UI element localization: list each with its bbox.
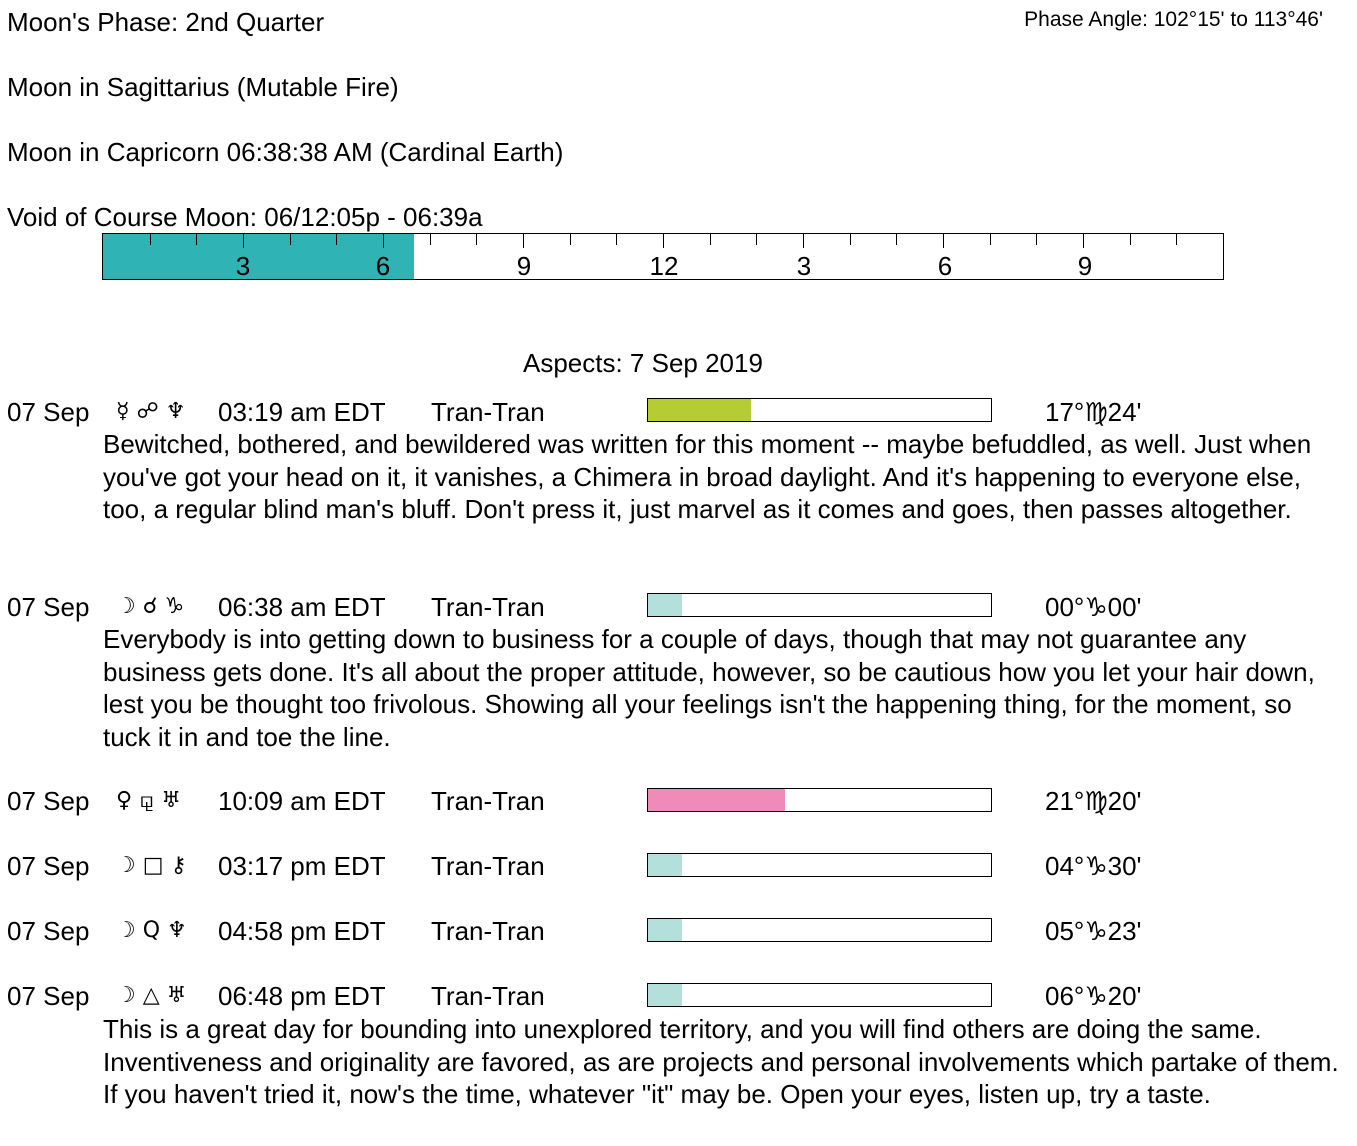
hour-label: 3 <box>235 251 251 281</box>
timeline-tick <box>663 234 664 248</box>
void-of-course-timeline <box>102 233 1224 280</box>
timeline-tick <box>990 234 991 245</box>
aspect-glyphs: ☽ ☌ ♑ <box>116 594 185 619</box>
timeline-tick <box>943 234 944 248</box>
timeline-tick <box>523 234 524 248</box>
aspect-time: 10:09 am EDT <box>218 786 386 816</box>
phase-angle: Phase Angle: 102°15' to 113°46' <box>1024 8 1323 31</box>
strength-bar-fill <box>648 399 751 421</box>
strength-bar <box>647 788 992 812</box>
timeline-tick <box>383 234 384 248</box>
timeline-tick <box>710 234 711 245</box>
strength-bar <box>647 853 992 877</box>
strength-bar <box>647 983 992 1007</box>
strength-bar-fill <box>648 984 682 1006</box>
moon-sign: Moon in Sagittarius (Mutable Fire) <box>7 72 399 102</box>
timeline-tick <box>243 234 244 248</box>
aspect-description <box>103 623 1343 753</box>
aspect-time: 06:48 pm EDT <box>218 981 386 1011</box>
timeline-tick <box>430 234 431 245</box>
aspect-position: 06°♑20' <box>1045 981 1142 1011</box>
strength-bar-fill <box>648 919 682 941</box>
aspect-date: 07 Sep <box>7 916 90 946</box>
aspect-position: 04°♑30' <box>1045 851 1142 881</box>
strength-bar <box>647 593 992 617</box>
aspect-glyphs: ☽ Q ♆ <box>116 918 187 943</box>
timeline-tick <box>476 234 477 245</box>
strength-bar-fill <box>648 789 785 811</box>
hour-label: 6 <box>937 251 953 281</box>
strength-bar <box>647 918 992 942</box>
aspect-time: 03:19 am EDT <box>218 397 386 427</box>
aspect-time: 06:38 am EDT <box>218 592 386 622</box>
aspect-description <box>103 1013 1343 1111</box>
hour-label: 9 <box>1077 251 1093 281</box>
moon-ingress: Moon in Capricorn 06:38:38 AM (Cardinal Earth) <box>7 137 564 167</box>
timeline-tick <box>1036 234 1037 245</box>
aspect-type: Tran-Tran <box>431 851 545 881</box>
timeline-tick <box>1176 234 1177 245</box>
aspect-date: 07 Sep <box>7 786 90 816</box>
aspect-time: 04:58 pm EDT <box>218 916 386 946</box>
aspect-type: Tran-Tran <box>431 981 545 1011</box>
aspect-description-text: Bewitched, bothered, and bewildered was written for this moment -- maybe befuddled, as well. Just when you've got your head on it, it vanishes, a Chimera in broad daylight. And it's happening to everyone else, too, a regular blind man's bluff. Don't press it, just marvel as it comes and goes, then passes altogether. <box>103 429 1312 524</box>
timeline-tick <box>570 234 571 245</box>
aspect-type: Tran-Tran <box>431 916 545 946</box>
aspects-title: Aspects: 7 Sep 2019 <box>523 348 763 378</box>
aspect-description <box>103 428 1343 526</box>
hour-label: 3 <box>796 251 812 281</box>
aspect-type: Tran-Tran <box>431 592 545 622</box>
aspect-glyphs: ♀ ⚼ ♅ <box>116 788 182 813</box>
timeline-tick <box>803 234 804 248</box>
aspect-time: 03:17 pm EDT <box>218 851 386 881</box>
timeline-tick <box>196 234 197 245</box>
aspect-glyphs: ☿ ☍ ♆ <box>116 399 186 424</box>
aspect-description-text: This is a great day for bounding into unexplored territory, and you will find others are doing the same. Inventiveness and originality are favored, as are projects and personal involvements which partake of them. If you haven't tried it, now's the time, whatever "it" may be. Open your eyes, listen up, try a taste. <box>103 1014 1339 1109</box>
hour-label: 9 <box>516 251 532 281</box>
aspect-date: 07 Sep <box>7 981 90 1011</box>
timeline-tick <box>896 234 897 245</box>
strength-bar-fill <box>648 854 682 876</box>
aspect-description-text: Everybody is into getting down to business for a couple of days, though that may not guarantee any business gets done. It's all about the proper attitude, however, so be cautious how you let your hair down, lest you be thought too frivolous. Showing all your feelings isn't the happening thing, for the moment, so tuck it in and toe the line. <box>103 624 1315 752</box>
strength-bar-fill <box>648 594 682 616</box>
aspect-glyphs: ☽ △ ♅ <box>116 983 187 1008</box>
timeline-tick <box>756 234 757 245</box>
timeline-tick <box>850 234 851 245</box>
void-of-course: Void of Course Moon: 06/12:05p - 06:39a <box>7 202 483 232</box>
hour-label: 6 <box>375 251 391 281</box>
strength-bar <box>647 398 992 422</box>
hour-label: 12 <box>649 251 679 281</box>
aspect-date: 07 Sep <box>7 851 90 881</box>
timeline-tick <box>1083 234 1084 248</box>
timeline-tick <box>616 234 617 245</box>
timeline-tick <box>1130 234 1131 245</box>
timeline-tick <box>290 234 291 245</box>
aspect-type: Tran-Tran <box>431 397 545 427</box>
moon-phase: Moon's Phase: 2nd Quarter <box>7 7 325 37</box>
timeline-tick <box>150 234 151 245</box>
aspect-position: 21°♍20' <box>1045 786 1142 816</box>
aspect-type: Tran-Tran <box>431 786 545 816</box>
aspect-position: 00°♑00' <box>1045 592 1142 622</box>
timeline-tick <box>336 234 337 245</box>
aspect-position: 05°♑23' <box>1045 916 1142 946</box>
aspect-position: 17°♍24' <box>1045 397 1142 427</box>
aspect-date: 07 Sep <box>7 397 90 427</box>
aspect-date: 07 Sep <box>7 592 90 622</box>
aspect-glyphs: ☽ □ ⚷ <box>116 853 187 878</box>
